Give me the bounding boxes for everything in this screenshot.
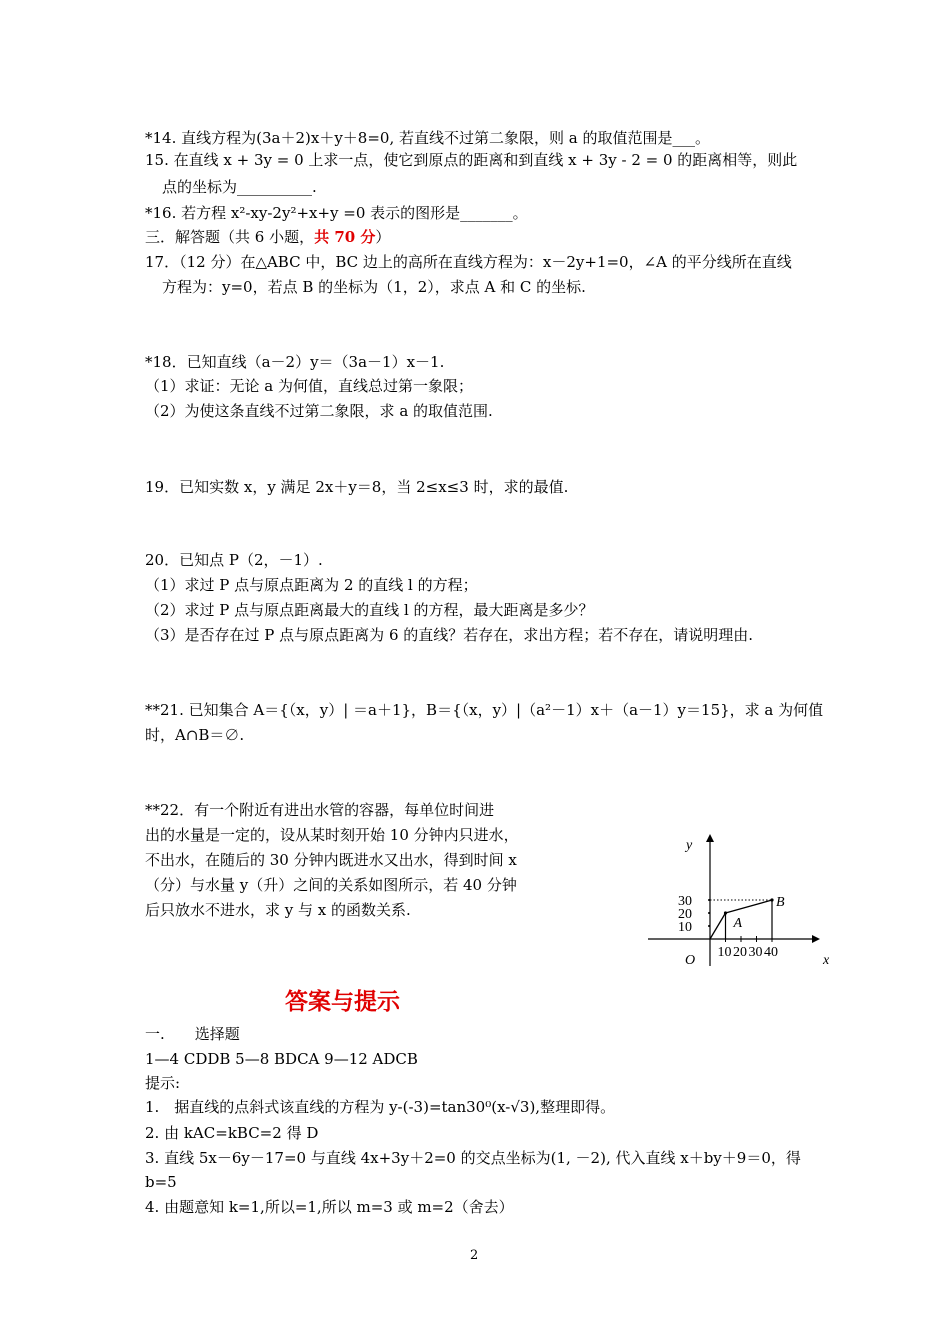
x-tick-label: 20 [733,945,747,960]
question-18-line2: （1）求证：无论 a 为何值，直线总过第一象限； [145,377,474,395]
y-tick-label: 10 [678,920,692,935]
water-volume-chart [640,828,840,973]
question-14: *14. 直线方程为(3a＋2)x＋y＋8=0, 若直线不过第二象限，则 a 的取值范围是___。 [145,129,710,147]
answer-4: 4. 由题意知 k=1,所以=1,所以 m=3 或 m=2（舍去） [145,1198,514,1216]
answer-3-line1: 3. 直线 5x－6y－17=0 与直线 4x+3y＋2=0 的交点坐标为(1, －2), 代入直线 x＋by＋9＝0，得 [145,1149,801,1167]
question-17-line2: 方程为：y=0，若点 B 的坐标为（1，2），求点 A 和 C 的坐标. [162,278,586,296]
question-22-line5: 后只放水不进水，求 y 与 x 的函数关系. [145,901,411,919]
question-18-line3: （2）为使这条直线不过第二象限，求 a 的取值范围. [145,402,493,420]
answers-choices: 1—4 CDDB 5—8 BDCA 9—12 ADCB [145,1050,418,1068]
x-axis-arrow [812,935,820,943]
question-19: 19．已知实数 x，y 满足 2x＋y＝8，当 2≤x≤3 时，求的最值. [145,478,569,496]
question-22-line3: 不出水，在随后的 30 分钟内既进水又出水，得到时间 x [145,851,517,869]
answer-2: 2. 由 kAC=kBC=2 得 D [145,1124,319,1142]
question-16: *16. 若方程 x²-xy-2y²+x+y =0 表示的图形是_______。 [145,204,528,222]
question-17-line1: 17．（12 分）在△ABC 中，BC 边上的高所在直线方程为：x－2y+1=0，∠A 的平分线所在直线 [145,253,792,271]
point-label-b: B [776,895,785,910]
question-22-line2: 出的水量是一定的，设从某时刻开始 10 分钟内只进水， [145,826,519,844]
x-axis-label: x [823,953,830,968]
question-20-line4: （3）是否存在过 P 点与原点距离为 6 的直线？若存在，求出方程；若不存在，请说明理由. [145,626,754,644]
x-tick-label: 30 [748,945,763,960]
question-20-line1: 20．已知点 P（2，－1）. [145,551,323,569]
question-22-line1: **22．有一个附近有进出水管的容器，每单位时间进 [145,801,495,819]
answer-1: 1. 据直线的点斜式该直线的方程为 y-(-3)=tan30⁰(x-√3),整理即得。 [145,1098,616,1116]
question-15-line2: 点的坐标为__________. [162,178,317,196]
series-segment [726,900,773,913]
answers-hint-label: 提示: [145,1074,181,1092]
y-tick [708,899,710,901]
question-20-line3: （2）求过 P 点与原点距离最大的直线 l 的方程，最大距离是多少？ [145,601,594,619]
y-tick-label: 20 [678,907,692,922]
question-18-line1: *18．已知直线（a－2）y＝（3a－1）x－1. [145,353,445,371]
question-20-line2: （1）求过 P 点与原点距离为 2 的直线 l 的方程； [145,576,478,594]
point-label-a: A [733,916,743,931]
question-21-line1: **21. 已知集合 A＝{（x，y）| ＝a＋1}，B＝{（x，y）|（a²－1）x＋（a－1）y＝15}，求 a 为何值 [145,701,824,719]
section-3-heading [145,227,390,247]
y-tick [708,912,710,914]
answer-3-line2: b=5 [145,1173,177,1191]
answers-heading: 答案与提示 [285,989,400,1015]
y-axis-label: y [686,838,693,853]
origin-label: O [685,953,696,968]
y-axis-arrow [706,834,714,842]
y-tick [708,925,710,927]
series-segment [710,913,726,939]
data-point [724,911,727,914]
x-tick-label: 40 [764,945,778,960]
section-3-suffix: ） [375,228,391,246]
answers-section-1: 一. 选择题 [145,1025,240,1043]
section-3-prefix: 三．解答题（共 6 小题， [145,228,315,246]
question-15-line1: 15. 在直线 x + 3y = 0 上求一点，使它到原点的距离和到直线 x + 3y - 2 = 0 的距离相等，则此 [145,151,798,169]
question-22-line4: （分）与水量 y（升）之间的关系如图所示，若 40 分钟 [145,876,517,894]
y-tick-label: 30 [678,894,692,909]
section-3-points: 共 70 分 [314,228,376,246]
x-tick-label: 10 [717,945,732,960]
page-number: 2 [470,1248,479,1263]
question-21-line2: 时，A∩B＝∅. [145,726,245,744]
